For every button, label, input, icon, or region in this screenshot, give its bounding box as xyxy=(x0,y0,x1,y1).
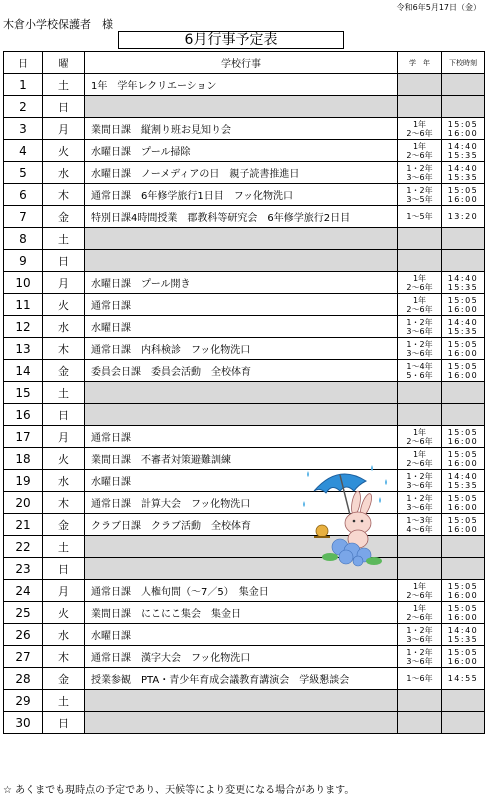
grade-cell xyxy=(398,184,442,206)
header-day: 日 xyxy=(4,52,43,74)
event-cell: 授業参観 PTA・青少年育成会議教育講演会 学級懇談会 xyxy=(85,668,398,690)
grade-cell xyxy=(398,250,442,272)
grade-cell xyxy=(398,536,442,558)
schedule-row xyxy=(4,74,485,96)
time-line: 14:40 xyxy=(447,471,479,481)
day-cell: 14 xyxy=(4,360,43,382)
day-cell: 24 xyxy=(4,580,43,602)
grade-line: 1・2年 xyxy=(406,163,433,173)
grade-cell xyxy=(398,492,442,514)
weekday-cell: 月 xyxy=(43,272,85,294)
grade-line: 2～6年 xyxy=(406,150,433,160)
dismissal-time-cell xyxy=(442,74,485,96)
grade-line: 1年 xyxy=(412,581,427,591)
grade-cell xyxy=(398,74,442,96)
schedule-row xyxy=(4,448,485,470)
grade-cell xyxy=(398,140,442,162)
time-line: 15:05 xyxy=(447,581,479,591)
grade-line: 1・2年 xyxy=(406,471,433,481)
day-cell: 12 xyxy=(4,316,43,338)
event-cell: 水曜日課 プール掃除 xyxy=(85,140,398,162)
weekday-cell: 土 xyxy=(43,382,85,404)
event-cell: 業間日課 にこにこ集会 集金日 xyxy=(85,602,398,624)
grade-line: 2～6年 xyxy=(406,436,433,446)
weekday-cell: 土 xyxy=(43,228,85,250)
grade-line: 1・2年 xyxy=(406,647,433,657)
day-cell: 18 xyxy=(4,448,43,470)
schedule-row xyxy=(4,382,485,404)
weekday-cell: 水 xyxy=(43,470,85,492)
grade-line: 1・2年 xyxy=(406,317,433,327)
grade-cell xyxy=(398,382,442,404)
event-cell: 特別日課4時間授業 郡教科等研究会 6年修学旅行2日目 xyxy=(85,206,398,228)
time-line: 15:05 xyxy=(447,339,479,349)
schedule-table xyxy=(3,51,485,734)
event-cell: 委員会日課 委員会活動 全校体育 xyxy=(85,360,398,382)
dismissal-time-cell xyxy=(442,140,485,162)
schedule-row xyxy=(4,206,485,228)
event-cell: 水曜日課 xyxy=(85,316,398,338)
grade-line: 1～6年 xyxy=(406,674,433,683)
day-cell: 22 xyxy=(4,536,43,558)
time-line: 16:00 xyxy=(447,612,479,622)
time-line: 14:55 xyxy=(447,674,479,683)
weekday-cell: 木 xyxy=(43,492,85,514)
event-cell: 通常日課 計算大会 フッ化物洗口 xyxy=(85,492,398,514)
header-time: 下校時刻 xyxy=(442,52,485,74)
grade-line: 2～6年 xyxy=(406,458,433,468)
day-cell: 30 xyxy=(4,712,43,734)
grade-line: 1年 xyxy=(412,603,427,613)
schedule-row xyxy=(4,360,485,382)
time-line: 15:35 xyxy=(447,326,479,336)
time-line: 16:00 xyxy=(447,590,479,600)
dismissal-time-cell xyxy=(442,338,485,360)
schedule-body xyxy=(4,74,485,734)
dismissal-time-cell xyxy=(442,558,485,580)
grade-line: 3～5年 xyxy=(406,194,433,204)
grade-line: 3～6年 xyxy=(406,172,433,182)
weekday-cell: 水 xyxy=(43,624,85,646)
day-cell: 20 xyxy=(4,492,43,514)
weekday-cell: 土 xyxy=(43,690,85,712)
schedule-row xyxy=(4,690,485,712)
schedule-row xyxy=(4,558,485,580)
grade-line: 2～6年 xyxy=(406,128,433,138)
weekday-cell: 土 xyxy=(43,74,85,96)
footnote: ☆ あくまでも現時点の予定であり、天候等により変更になる場合があります。 xyxy=(3,785,355,796)
dismissal-time-cell xyxy=(442,250,485,272)
grade-line: 1年 xyxy=(412,295,427,305)
time-line: 15:05 xyxy=(447,295,479,305)
weekday-cell: 月 xyxy=(43,580,85,602)
time-line: 14:40 xyxy=(447,163,479,173)
time-line: 13:20 xyxy=(447,212,479,221)
dismissal-time-cell xyxy=(442,470,485,492)
time-line: 15:05 xyxy=(447,185,479,195)
time-line: 15:35 xyxy=(447,480,479,490)
grade-line: 2～6年 xyxy=(406,612,433,622)
schedule-row xyxy=(4,514,485,536)
dismissal-time-cell xyxy=(442,360,485,382)
grade-cell xyxy=(398,712,442,734)
grade-cell xyxy=(398,602,442,624)
weekday-cell: 火 xyxy=(43,602,85,624)
day-cell: 23 xyxy=(4,558,43,580)
grade-line: 3～6年 xyxy=(406,634,433,644)
weekday-cell: 金 xyxy=(43,514,85,536)
schedule-row xyxy=(4,338,485,360)
weekday-cell: 土 xyxy=(43,536,85,558)
grade-cell xyxy=(398,426,442,448)
grade-cell xyxy=(398,206,442,228)
event-cell: 通常日課 xyxy=(85,426,398,448)
event-cell: 通常日課 xyxy=(85,294,398,316)
event-cell: 通常日課 人権旬間（～7／5） 集金日 xyxy=(85,580,398,602)
grade-line: 3～6年 xyxy=(406,480,433,490)
weekday-cell: 火 xyxy=(43,448,85,470)
dismissal-time-cell xyxy=(442,668,485,690)
time-line: 16:00 xyxy=(447,128,479,138)
time-line: 15:05 xyxy=(447,427,479,437)
dismissal-time-cell xyxy=(442,492,485,514)
grade-cell xyxy=(398,668,442,690)
time-line: 15:05 xyxy=(447,493,479,503)
day-cell: 9 xyxy=(4,250,43,272)
time-line: 15:35 xyxy=(447,282,479,292)
weekday-cell: 月 xyxy=(43,118,85,140)
time-line: 16:00 xyxy=(447,502,479,512)
event-cell: 通常日課 内科検診 フッ化物洗口 xyxy=(85,338,398,360)
schedule-row xyxy=(4,602,485,624)
grade-line: 3～6年 xyxy=(406,502,433,512)
dismissal-time-cell xyxy=(442,272,485,294)
weekday-cell: 木 xyxy=(43,646,85,668)
grade-cell xyxy=(398,448,442,470)
dismissal-time-cell xyxy=(442,294,485,316)
day-cell: 1 xyxy=(4,74,43,96)
weekday-cell: 日 xyxy=(43,96,85,118)
day-cell: 28 xyxy=(4,668,43,690)
dismissal-time-cell xyxy=(442,646,485,668)
dismissal-time-cell xyxy=(442,448,485,470)
grade-cell xyxy=(398,580,442,602)
grade-line: 4～6年 xyxy=(406,524,433,534)
schedule-row xyxy=(4,316,485,338)
grade-cell xyxy=(398,338,442,360)
weekday-cell: 火 xyxy=(43,140,85,162)
grade-line: 2～6年 xyxy=(406,304,433,314)
grade-cell xyxy=(398,294,442,316)
day-cell: 6 xyxy=(4,184,43,206)
time-line: 15:05 xyxy=(447,119,479,129)
schedule-row xyxy=(4,580,485,602)
grade-cell xyxy=(398,118,442,140)
grade-line: 2～6年 xyxy=(406,282,433,292)
day-cell: 16 xyxy=(4,404,43,426)
grade-cell xyxy=(398,96,442,118)
grade-line: 1年 xyxy=(412,141,427,151)
schedule-row xyxy=(4,140,485,162)
grade-cell xyxy=(398,316,442,338)
grade-line: 2～6年 xyxy=(406,590,433,600)
event-cell xyxy=(85,404,398,426)
event-cell xyxy=(85,96,398,118)
day-cell: 15 xyxy=(4,382,43,404)
grade-line: 1・2年 xyxy=(406,185,433,195)
weekday-cell: 金 xyxy=(43,668,85,690)
event-cell: 通常日課 漢字大会 フッ化物洗口 xyxy=(85,646,398,668)
time-line: 15:35 xyxy=(447,634,479,644)
time-line: 15:35 xyxy=(447,150,479,160)
day-cell: 25 xyxy=(4,602,43,624)
weekday-cell: 水 xyxy=(43,316,85,338)
grade-cell xyxy=(398,360,442,382)
dismissal-time-cell xyxy=(442,426,485,448)
header-weekday: 曜 xyxy=(43,52,85,74)
schedule-row xyxy=(4,250,485,272)
grade-line: 1・2年 xyxy=(406,339,433,349)
grade-line: 1年 xyxy=(412,427,427,437)
day-cell: 8 xyxy=(4,228,43,250)
header-event: 学校行事 xyxy=(85,52,398,74)
dismissal-time-cell xyxy=(442,96,485,118)
day-cell: 4 xyxy=(4,140,43,162)
page-title: 6月行事予定表 xyxy=(118,31,344,49)
time-line: 14:40 xyxy=(447,625,479,635)
schedule-row xyxy=(4,162,485,184)
dismissal-time-cell xyxy=(442,580,485,602)
event-cell xyxy=(85,712,398,734)
grade-cell xyxy=(398,228,442,250)
dismissal-time-cell xyxy=(442,162,485,184)
event-cell: 水曜日課 xyxy=(85,470,398,492)
dismissal-time-cell xyxy=(442,228,485,250)
day-cell: 11 xyxy=(4,294,43,316)
grade-line: 1年 xyxy=(412,449,427,459)
dismissal-time-cell xyxy=(442,536,485,558)
day-cell: 17 xyxy=(4,426,43,448)
event-cell: クラブ日課 クラブ活動 全校体育 xyxy=(85,514,398,536)
time-line: 14:40 xyxy=(447,273,479,283)
day-cell: 29 xyxy=(4,690,43,712)
weekday-cell: 火 xyxy=(43,294,85,316)
dismissal-time-cell xyxy=(442,118,485,140)
time-line: 15:35 xyxy=(447,172,479,182)
grade-line: 1・2年 xyxy=(406,625,433,635)
weekday-cell: 金 xyxy=(43,360,85,382)
day-cell: 3 xyxy=(4,118,43,140)
schedule-row xyxy=(4,470,485,492)
day-cell: 13 xyxy=(4,338,43,360)
event-cell: 1年 学年レクリエーション xyxy=(85,74,398,96)
weekday-cell: 水 xyxy=(43,162,85,184)
grade-line: 3～6年 xyxy=(406,326,433,336)
time-line: 16:00 xyxy=(447,304,479,314)
weekday-cell: 金 xyxy=(43,206,85,228)
day-cell: 7 xyxy=(4,206,43,228)
weekday-cell: 月 xyxy=(43,426,85,448)
weekday-cell: 日 xyxy=(43,250,85,272)
dismissal-time-cell xyxy=(442,316,485,338)
grade-cell xyxy=(398,514,442,536)
grade-line: 1～5年 xyxy=(406,212,433,221)
schedule-row xyxy=(4,294,485,316)
day-cell: 21 xyxy=(4,514,43,536)
day-cell: 2 xyxy=(4,96,43,118)
event-cell: 水曜日課 ノーメディアの日 親子読書推進日 xyxy=(85,162,398,184)
schedule-row xyxy=(4,492,485,514)
dismissal-time-cell xyxy=(442,404,485,426)
dismissal-time-cell xyxy=(442,206,485,228)
weekday-cell: 日 xyxy=(43,712,85,734)
grade-line: 1・2年 xyxy=(406,493,433,503)
event-cell xyxy=(85,690,398,712)
schedule-row xyxy=(4,96,485,118)
time-line: 16:00 xyxy=(447,370,479,380)
dismissal-time-cell xyxy=(442,382,485,404)
event-cell: 水曜日課 プール開き xyxy=(85,272,398,294)
time-line: 16:00 xyxy=(447,194,479,204)
time-line: 14:40 xyxy=(447,317,479,327)
dismissal-time-cell xyxy=(442,514,485,536)
grade-cell xyxy=(398,690,442,712)
time-line: 15:05 xyxy=(447,603,479,613)
weekday-cell: 木 xyxy=(43,338,85,360)
day-cell: 10 xyxy=(4,272,43,294)
event-cell: 水曜日課 xyxy=(85,624,398,646)
time-line: 16:00 xyxy=(447,348,479,358)
dismissal-time-cell xyxy=(442,690,485,712)
dismissal-time-cell xyxy=(442,712,485,734)
schedule-row xyxy=(4,536,485,558)
grade-line: 3～6年 xyxy=(406,348,433,358)
day-cell: 27 xyxy=(4,646,43,668)
header-grade: 学 年 xyxy=(398,52,442,74)
time-line: 14:40 xyxy=(447,141,479,151)
day-cell: 5 xyxy=(4,162,43,184)
grade-cell xyxy=(398,558,442,580)
schedule-row xyxy=(4,118,485,140)
grade-line: 1年 xyxy=(412,119,427,129)
grade-cell xyxy=(398,470,442,492)
schedule-row xyxy=(4,184,485,206)
event-cell: 業間日課 縦割り班お見知り会 xyxy=(85,118,398,140)
schedule-row xyxy=(4,668,485,690)
schedule-row xyxy=(4,272,485,294)
weekday-cell: 日 xyxy=(43,404,85,426)
schedule-row xyxy=(4,426,485,448)
schedule-row xyxy=(4,404,485,426)
dismissal-time-cell xyxy=(442,624,485,646)
day-cell: 26 xyxy=(4,624,43,646)
grade-cell xyxy=(398,646,442,668)
umbrella-rabbit-illustration xyxy=(300,461,396,567)
time-line: 16:00 xyxy=(447,458,479,468)
grade-cell xyxy=(398,624,442,646)
grade-line: 1年 xyxy=(412,273,427,283)
addressee: 木倉小学校保護者 様 xyxy=(3,18,113,31)
time-line: 15:05 xyxy=(447,647,479,657)
event-cell xyxy=(85,382,398,404)
schedule-row xyxy=(4,712,485,734)
grade-line: 1～4年 xyxy=(406,361,433,371)
dismissal-time-cell xyxy=(442,184,485,206)
time-line: 16:00 xyxy=(447,436,479,446)
grade-cell xyxy=(398,272,442,294)
time-line: 15:05 xyxy=(447,361,479,371)
event-cell xyxy=(85,228,398,250)
time-line: 15:05 xyxy=(447,515,479,525)
time-line: 16:00 xyxy=(447,656,479,666)
issue-date: 令和6年5月17日（金） xyxy=(396,3,481,12)
time-line: 16:00 xyxy=(447,524,479,534)
event-cell: 業間日課 不審者対策避難訓練 xyxy=(85,448,398,470)
weekday-cell: 木 xyxy=(43,184,85,206)
weekday-cell: 日 xyxy=(43,558,85,580)
time-line: 15:05 xyxy=(447,449,479,459)
schedule-row xyxy=(4,228,485,250)
header-row xyxy=(4,52,485,74)
grade-line: 5・6年 xyxy=(406,370,433,380)
schedule-row xyxy=(4,624,485,646)
dismissal-time-cell xyxy=(442,602,485,624)
schedule-row xyxy=(4,646,485,668)
grade-line: 1～3年 xyxy=(406,515,433,525)
day-cell: 19 xyxy=(4,470,43,492)
grade-cell xyxy=(398,162,442,184)
grade-line: 3～6年 xyxy=(406,656,433,666)
event-cell: 通常日課 6年修学旅行1日目 フッ化物洗口 xyxy=(85,184,398,206)
event-cell xyxy=(85,250,398,272)
grade-cell xyxy=(398,404,442,426)
